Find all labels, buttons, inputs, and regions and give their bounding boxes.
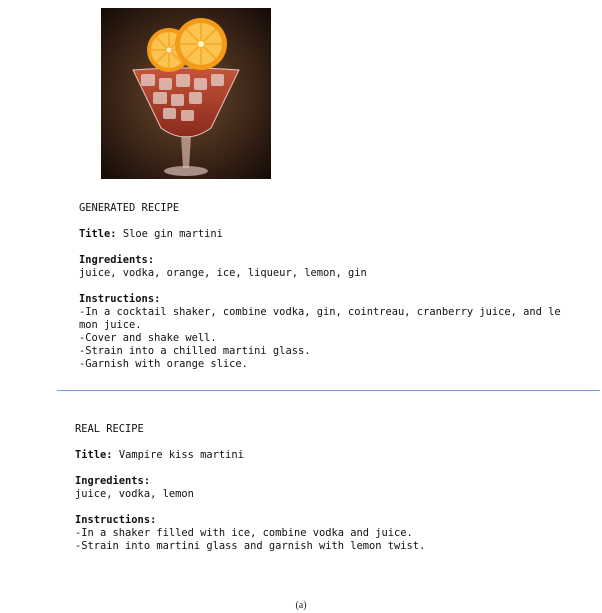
cocktail-image bbox=[101, 8, 271, 179]
generated-recipe-heading: GENERATED RECIPE bbox=[79, 202, 180, 214]
figure-caption: (a) bbox=[295, 600, 307, 611]
generated-recipe bbox=[79, 202, 584, 371]
generated-title-label: Title: bbox=[79, 228, 117, 240]
generated-ingredients-label: Ingredients: bbox=[79, 254, 155, 266]
generated-instruction-line: mon juice. bbox=[79, 319, 142, 331]
generated-title-value: Sloe gin martini bbox=[122, 228, 223, 240]
generated-instruction-line: -Cover and shake well. bbox=[79, 332, 217, 344]
real-title-label: Title: bbox=[75, 449, 113, 461]
generated-ingredients-field bbox=[79, 254, 584, 280]
real-ingredients-value: juice, vodka, lemon bbox=[75, 488, 194, 500]
real-instructions-field bbox=[75, 514, 580, 553]
generated-instructions-field bbox=[79, 293, 584, 371]
real-recipe-heading: REAL RECIPE bbox=[75, 423, 144, 435]
generated-title-field bbox=[79, 228, 584, 241]
real-title-field bbox=[75, 449, 580, 462]
generated-instruction-line: -In a cocktail shaker, combine vodka, gin, cointreau, cranberry juice, and le bbox=[79, 306, 561, 318]
cocktail-photo bbox=[101, 8, 271, 179]
real-instructions-label: Instructions: bbox=[75, 514, 157, 526]
generated-instruction-line: -Garnish with orange slice. bbox=[79, 358, 248, 370]
real-title-value: Vampire kiss martini bbox=[118, 449, 244, 461]
real-instruction-line: -In a shaker filled with ice, combine vodka and juice. bbox=[75, 527, 413, 539]
section-divider bbox=[57, 390, 600, 391]
real-recipe bbox=[75, 423, 580, 553]
generated-instructions-label: Instructions: bbox=[79, 293, 161, 305]
real-instruction-line: -Strain into martini glass and garnish with lemon twist. bbox=[75, 540, 426, 552]
real-ingredients-field bbox=[75, 475, 580, 501]
real-ingredients-label: Ingredients: bbox=[75, 475, 151, 487]
generated-ingredients-value: juice, vodka, orange, ice, liqueur, lemon, gin bbox=[79, 267, 367, 279]
generated-instruction-line: -Strain into a chilled martini glass. bbox=[79, 345, 311, 357]
